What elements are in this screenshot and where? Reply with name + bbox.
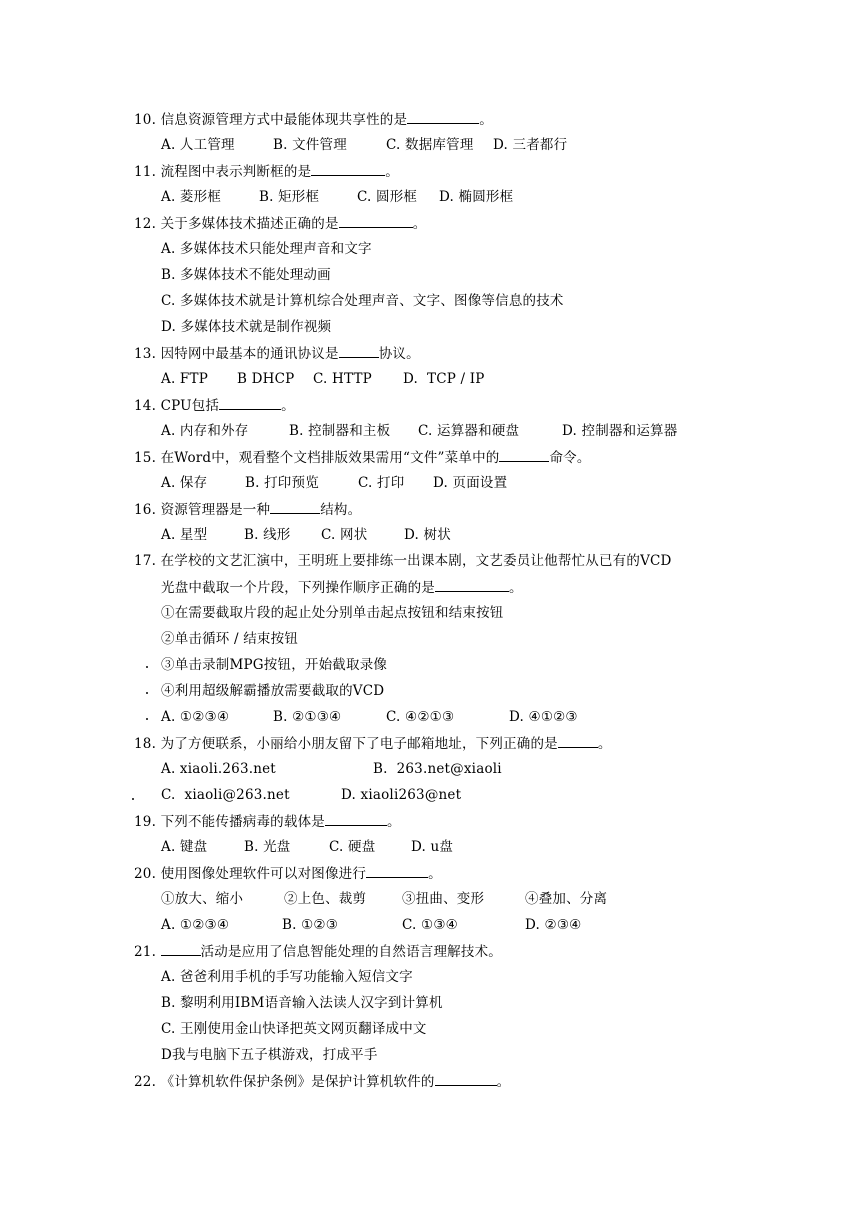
- question-text: CPU包括: [160, 398, 220, 414]
- answer-blank: [339, 344, 379, 358]
- option-a: A. ①②③④: [161, 917, 230, 933]
- option-a: A. 菱形框: [161, 189, 222, 205]
- step-2: ②上色、裁剪: [284, 891, 367, 907]
- option-c: C. 多媒体技术就是计算机综合处理声音、文字、图像等信息的技术: [161, 293, 564, 309]
- question-text-end: 。: [496, 1074, 511, 1090]
- option-b: B. 打印预览: [245, 475, 319, 491]
- answer-blank: [339, 214, 413, 228]
- answer-blank: [161, 942, 201, 956]
- step-1: ①放大、缩小: [161, 891, 244, 907]
- question-17: [134, 552, 672, 570]
- option-a: A. 星型: [161, 527, 208, 543]
- step-1: ①在需要截取片段的起止处分别单击起点按钮和结束按钮: [161, 605, 504, 621]
- option-a: A. 保存: [161, 475, 208, 491]
- question-text-end: 。: [385, 164, 399, 180]
- question-number: 20.: [134, 866, 157, 882]
- question-number: 21.: [134, 944, 157, 960]
- answer-blank: [219, 396, 281, 410]
- question-number: 10.: [134, 112, 157, 128]
- question-text-end: 。: [281, 398, 295, 414]
- question-text: 因特网中最基本的通讯协议是: [160, 346, 339, 362]
- question-18: [134, 734, 612, 753]
- question-text-end: 。: [412, 216, 427, 232]
- option-b: B DHCP: [237, 371, 295, 387]
- question-20: [134, 864, 442, 883]
- option-b: B. 文件管理: [273, 137, 347, 153]
- step-4: ④叠加、分离: [525, 891, 608, 907]
- question-text-end: 。: [509, 580, 523, 596]
- option-b: B. 光盘: [244, 839, 291, 855]
- answer-blank: [311, 162, 385, 176]
- question-number: 15.: [134, 450, 157, 466]
- option-b: B. 线形: [244, 527, 291, 543]
- question-10: [134, 110, 493, 129]
- answer-blank: [270, 500, 320, 514]
- option-b: B. 矩形框: [259, 189, 320, 205]
- scan-dot: [146, 666, 148, 668]
- option-c: C. 圆形框: [357, 189, 418, 205]
- question-text: 关于多媒体技术描述正确的是: [160, 216, 339, 232]
- step-2: ②单击循环 / 结束按钮: [161, 631, 299, 647]
- option-c: C. 网状: [321, 527, 368, 543]
- question-text: 光盘中截取一个片段，下列操作顺序正确的是: [161, 580, 435, 596]
- question-text: 《计算机软件保护条例》是保护计算机软件的: [160, 1074, 435, 1090]
- question-number: 22.: [134, 1074, 157, 1090]
- option-d: D. 控制器和运算器: [562, 423, 678, 439]
- answer-blank: [499, 448, 549, 462]
- answer-blank: [435, 578, 509, 592]
- option-d: D. ④①②③: [509, 709, 578, 725]
- option-b: B. 263.net@xiaoli: [373, 761, 502, 777]
- answer-blank: [435, 1072, 497, 1086]
- question-number: 16.: [134, 502, 157, 518]
- question-number: 19.: [134, 814, 157, 830]
- option-d: D. 多媒体技术就是制作视频: [161, 319, 332, 335]
- answer-blank: [558, 734, 598, 748]
- option-a: A. 内存和外存: [161, 423, 249, 439]
- question-text-end: 协议。: [378, 346, 420, 362]
- option-c: C. ④②①③: [386, 709, 455, 725]
- scan-dot: [146, 692, 148, 694]
- question-text: 使用图像处理软件可以对图像进行: [160, 866, 367, 882]
- option-d: D我与电脑下五子棋游戏，打成平手: [161, 1047, 378, 1063]
- question-text: 资源管理器是一种: [160, 502, 271, 518]
- question-number: 11.: [134, 164, 157, 180]
- option-d: D. 椭圆形框: [439, 189, 514, 205]
- option-b: B. 控制器和主板: [289, 423, 391, 439]
- scan-dot: [146, 718, 148, 720]
- question-14: [134, 396, 295, 415]
- answer-blank: [325, 812, 387, 826]
- question-text: 信息资源管理方式中最能体现共享性的是: [160, 112, 408, 128]
- option-d: D. 三者都行: [493, 137, 568, 153]
- option-d: D. xiaoli263@net: [341, 787, 462, 803]
- question-text: 为了方便联系，小丽给小朋友留下了电子邮箱地址，下列正确的是: [160, 736, 558, 752]
- option-c: C. 硬盘: [329, 839, 376, 855]
- option-c: C. 运算器和硬盘: [418, 423, 520, 439]
- question-text: 在Word中，观看整个文档排版效果需用“文件”菜单中的: [160, 450, 500, 466]
- option-a: A. 爸爸利用手机的手写功能输入短信文字: [161, 969, 413, 985]
- question-22: [134, 1072, 510, 1091]
- option-c: C. ①③④: [402, 917, 458, 933]
- question-number: 17.: [134, 553, 157, 569]
- question-text-end: 结构。: [320, 502, 362, 518]
- question-text-end: 。: [386, 814, 401, 830]
- question-text-end: 。: [597, 736, 612, 752]
- option-c: C. 数据库管理: [386, 137, 474, 153]
- option-a: A. 多媒体技术只能处理声音和文字: [161, 241, 372, 257]
- question-15: [134, 448, 591, 467]
- answer-blank: [366, 864, 428, 878]
- option-c: C. 打印: [358, 475, 405, 491]
- question-number: 14.: [134, 398, 157, 414]
- option-a: A. ①②③④: [161, 709, 230, 725]
- answer-blank: [407, 110, 479, 124]
- option-d: D. 页面设置: [433, 475, 508, 491]
- option-d: D. u盘: [411, 839, 454, 855]
- question-text-end: 命令。: [549, 450, 591, 466]
- question-number: 13.: [134, 346, 157, 362]
- step-4: ④利用超级解霸播放需要截取的VCD: [161, 683, 385, 699]
- question-21: [134, 942, 502, 961]
- question-text: 流程图中表示判断框的是: [160, 164, 312, 180]
- option-d: D. TCP / IP: [403, 371, 485, 387]
- question-text-end: 。: [428, 866, 442, 882]
- question-number: 18.: [134, 736, 157, 752]
- question-text: 活动是应用了信息智能处理的自然语言理解技术。: [200, 944, 502, 960]
- option-c: C. HTTP: [313, 371, 372, 387]
- option-c: C. xiaoli@263.net: [161, 787, 290, 803]
- question-19: [134, 812, 401, 831]
- question-text: 下列不能传播病毒的载体是: [160, 814, 325, 830]
- option-c: C. 王刚使用金山快译把英文网页翻译成中文: [161, 1021, 427, 1037]
- option-a: A. 键盘: [161, 839, 208, 855]
- question-text-end: 。: [479, 112, 493, 128]
- step-3: ③扭曲、变形: [402, 891, 485, 907]
- scan-dot: [132, 798, 134, 800]
- option-d: D. 树状: [404, 527, 451, 543]
- question-16: [134, 500, 361, 519]
- option-d: D. ②③④: [525, 917, 582, 933]
- question-11: [134, 162, 399, 181]
- question-17-cont: [161, 578, 523, 597]
- question-12: [134, 214, 426, 233]
- option-b: B. 黎明利用IBM语音输入法读人汉字到计算机: [161, 995, 443, 1011]
- option-b: B. 多媒体技术不能处理动画: [161, 267, 331, 283]
- option-b: B. ②①③④: [273, 709, 342, 725]
- option-b: B. ①②③: [282, 917, 339, 933]
- option-a: A. FTP: [161, 371, 208, 387]
- question-13: [134, 344, 420, 363]
- question-text: 在学校的文艺汇演中，王明班上要排练一出课本剧，文艺委员让他帮忙从已有的VCD: [160, 553, 672, 569]
- option-a: A. 人工管理: [161, 137, 235, 153]
- question-number: 12.: [134, 216, 157, 232]
- option-a: A. xiaoli.263.net: [161, 761, 276, 777]
- step-3: ③单击录制MPG按钮，开始截取录像: [161, 657, 388, 673]
